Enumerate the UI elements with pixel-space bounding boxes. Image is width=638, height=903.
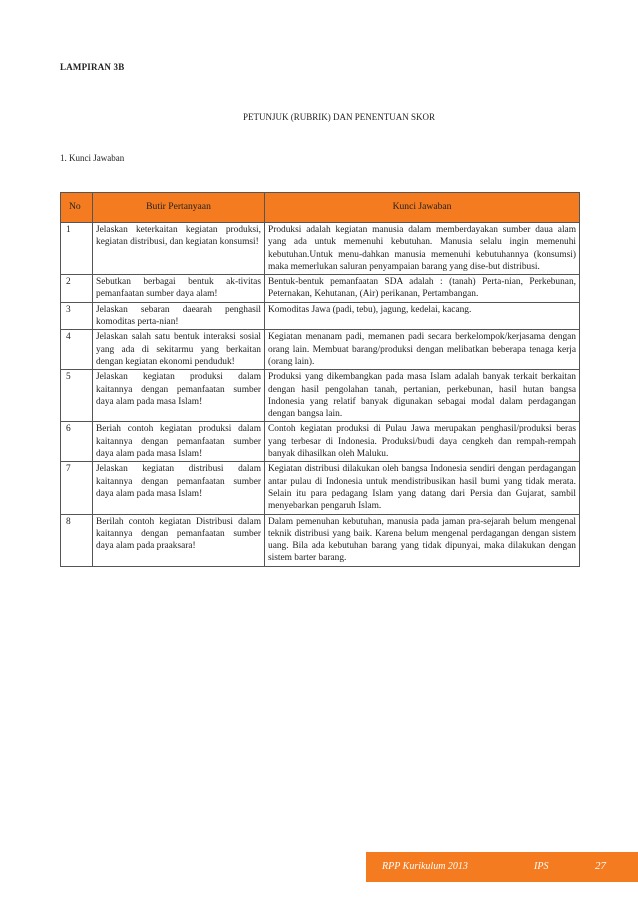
answer-cell: Bentuk-bentuk pemanfaatan SDA adalah : (tanah) Perta-nian, Perkebunan, Peternakan, Kehutanan, (Air) perikanan, Pertambangan. xyxy=(265,275,580,303)
page-number: 27 xyxy=(595,860,606,872)
table-row xyxy=(61,514,580,566)
column-header-question: Butir Pertanyaan xyxy=(93,193,265,223)
question-cell: Jelaskan salah satu bentuk interaksi sosial yang ada di sekitarmu yang berkaitan dengan kegiatan ekonomi penduduk! xyxy=(93,330,265,370)
row-number: 1 xyxy=(61,223,93,275)
footer-subject: IPS xyxy=(534,861,549,872)
answer-cell: Kegiatan distribusi dilakukan oleh bangsa Indonesia sendiri dengan perdagangan antar pulau di Indonesia untuk mendistribusikan hasil bumi yang tidak merata. Selain itu para pedagang Islam yang datang dari Persia dan Gujarat, sambil menyebarkan pengaruh Islam. xyxy=(265,462,580,514)
page-footer xyxy=(366,852,638,882)
section-heading: 1. Kunci Jawaban xyxy=(60,153,125,163)
row-number: 8 xyxy=(61,514,93,566)
table-row xyxy=(61,275,580,303)
question-cell: Berilah contoh kegiatan Distribusi dalam kaitannya dengan pemanfaatan sumber daya alam pada praaksara! xyxy=(93,514,265,566)
question-cell: Jelaskan kegiatan distribusi dalam kaitannya dengan pemanfaatan sumber daya alam pada masa Islam! xyxy=(93,462,265,514)
row-number: 4 xyxy=(61,330,93,370)
appendix-label: LAMPIRAN 3B xyxy=(60,62,125,72)
table-header xyxy=(61,193,580,223)
table-row xyxy=(61,302,580,330)
column-header-no: No xyxy=(61,193,93,223)
answer-cell: Produksi adalah kegiatan manusia dalam memberdayakan sumber daua alam yang ada untuk memenuhi kebutuhan. Manusia selalu ingin memenuhi kebutuhan.Untuk menu-dahkan manusia memenuhi kebutuhannya (konsumsi) maka memerlukan saluran penyampaian barang yang dise-but distribusi. xyxy=(265,223,580,275)
row-number: 7 xyxy=(61,462,93,514)
answer-cell: Contoh kegiatan produksi di Pulau Jawa merupakan penghasil/produksi beras yang terbesar di Indonesia. Produksi/budi daya cengkeh dan rempah-rempah banyak dihasilkan oleh Maluku. xyxy=(265,422,580,462)
column-header-answer: Kunci Jawaban xyxy=(265,193,580,223)
answer-cell: Kegiatan menanam padi, memanen padi secara berkelompok/kerjasama dengan orang lain. Membuat barang/produksi dengan melibatkan beberapa tenaga kerja (orang lain). xyxy=(265,330,580,370)
answer-cell: Dalam pemenuhan kebutuhan, manusia pada jaman pra-sejarah belum mengenal teknik distribusi yang baik. Karena belum mengenal perdagangan dengan sistem uang. Bila ada kebutuhan barang yang tidak dipunyai, maka dilakukan dengan sistem barter barang. xyxy=(265,514,580,566)
table-row xyxy=(61,462,580,514)
row-number: 6 xyxy=(61,422,93,462)
question-cell: Jelaskan keterkaitan kegiatan produksi, kegiatan distribusi, dan kegiatan konsumsi! xyxy=(93,223,265,275)
row-number: 5 xyxy=(61,370,93,422)
row-number: 3 xyxy=(61,302,93,330)
answer-cell: Produksi yang dikembangkan pada masa Islam adalah banyak terkait berkaitan dengan hasil pengolahan tanah, pertanian, perkebunan, hasil hutan bangsa Indonesia yang relatif banyak digunakan sebagai modal dalam perdagangan dengan bangsa lain. xyxy=(265,370,580,422)
question-cell: Jelaskan sebaran daearah penghasil komoditas perta-nian! xyxy=(93,302,265,330)
question-cell: Sebutkan berbagai bentuk ak-tivitas pemanfaatan sumber daya alam! xyxy=(93,275,265,303)
question-cell: Jelaskan kegiatan produksi dalam kaitannya dengan pemanfaatan sumber daya alam pada masa Islam! xyxy=(93,370,265,422)
table-row xyxy=(61,370,580,422)
table-row xyxy=(61,330,580,370)
footer-book-title: RPP Kurikulum 2013 xyxy=(382,861,468,872)
answer-cell: Komoditas Jawa (padi, tebu), jagung, kedelai, kacang. xyxy=(265,302,580,330)
answer-key-table xyxy=(60,192,580,567)
document-title: PETUNJUK (RUBRIK) DAN PENENTUAN SKOR xyxy=(242,112,435,122)
table-row xyxy=(61,223,580,275)
table-row xyxy=(61,422,580,462)
question-cell: Beriah contoh kegiatan produksi dalam kaitannya dengan pemanfaatan sumber daya alam pada masa Islam! xyxy=(93,422,265,462)
row-number: 2 xyxy=(61,275,93,303)
